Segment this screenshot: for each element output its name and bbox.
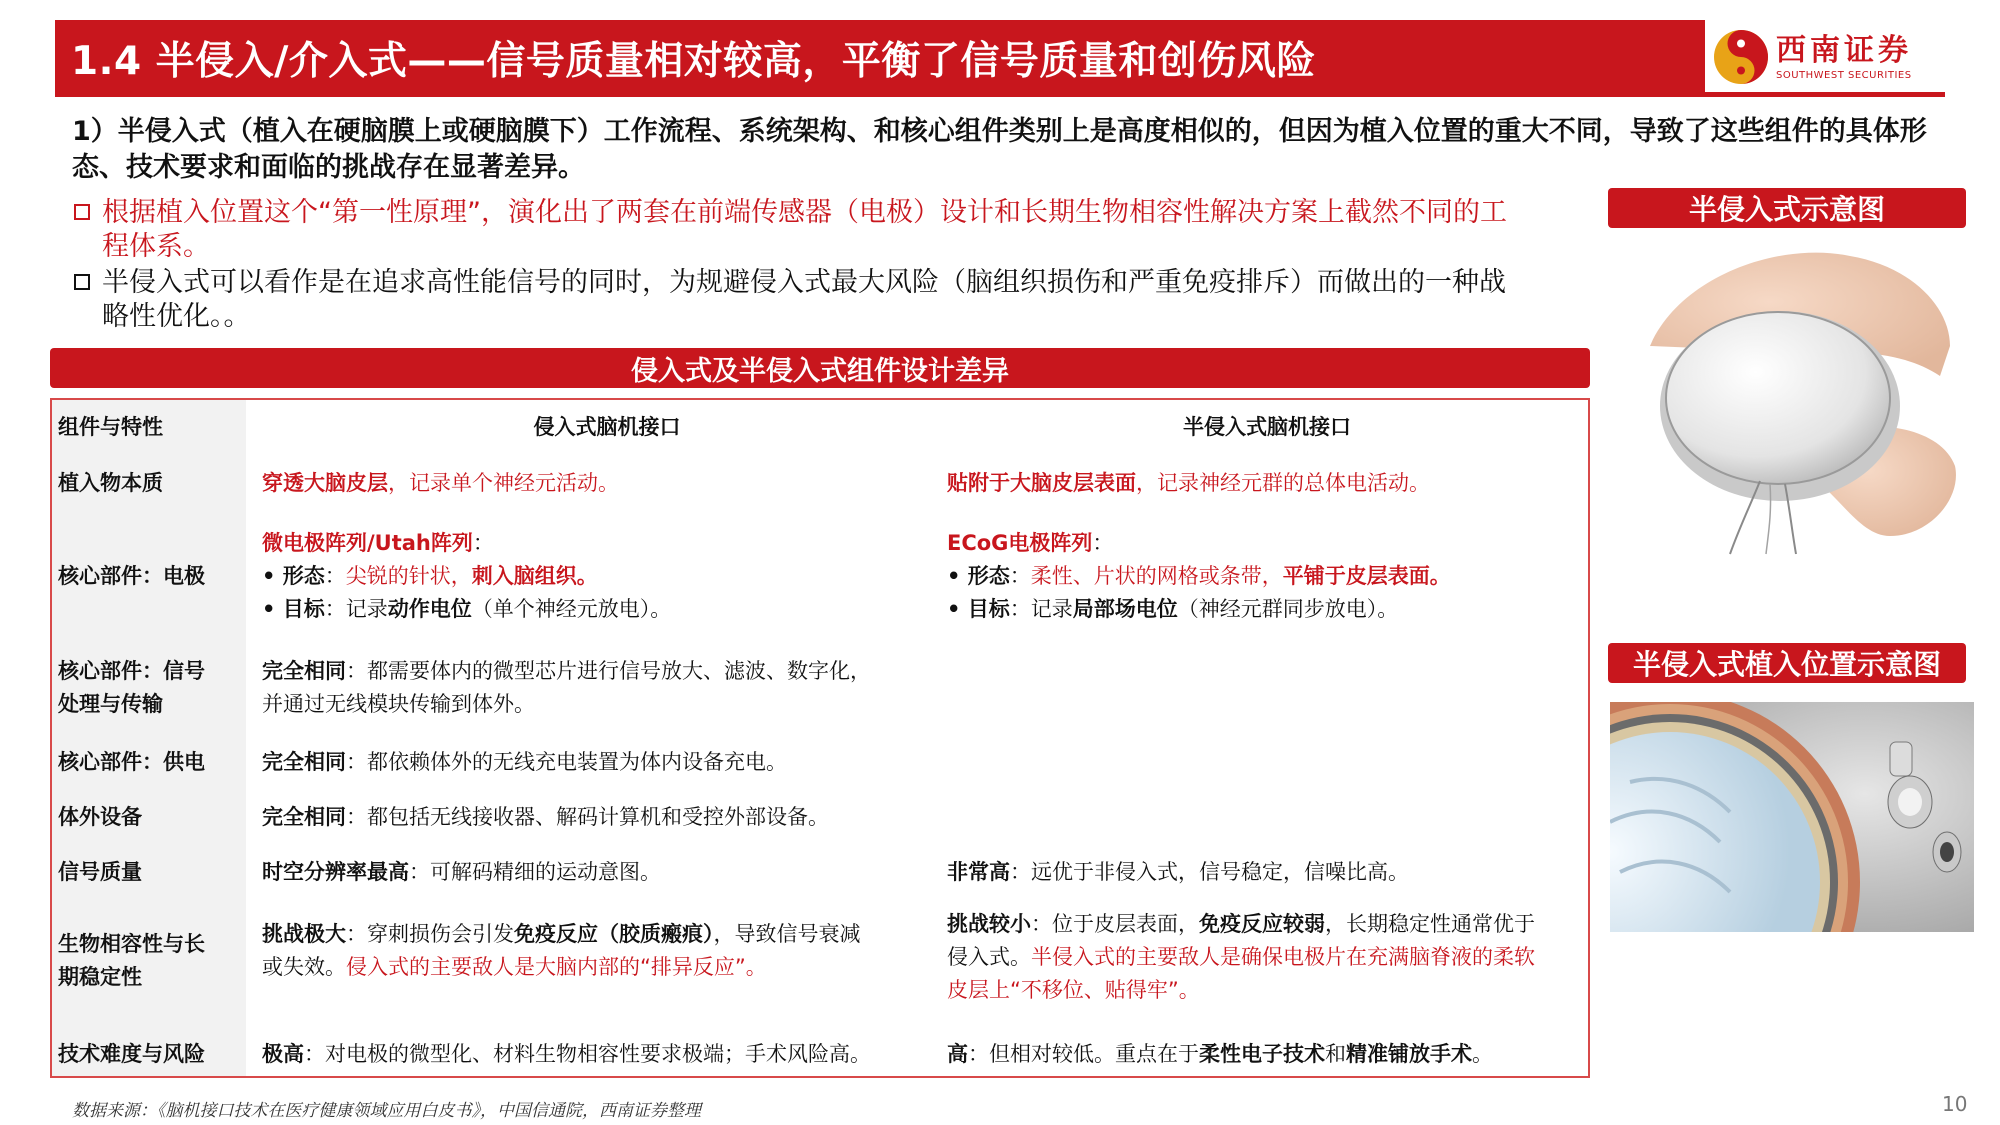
bullet-key: • 目标: [947, 596, 1010, 621]
table-row: [52, 908, 1588, 1014]
cell-text: ：: [324, 563, 346, 588]
table-row: [52, 742, 1588, 782]
title-underline: [55, 92, 1945, 97]
cell-text: ：都需要体内的微型芯片进行信号放大、滤波、数字化，: [346, 659, 871, 683]
bullet-key: • 形态: [947, 563, 1010, 588]
cell-text: ：: [1092, 530, 1114, 555]
cell-text: ：记录: [324, 596, 388, 621]
bullet-item: [72, 196, 1512, 264]
row-label-line: 核心部件：信号: [58, 659, 205, 683]
device-photo: [1610, 236, 1966, 556]
cell-text: ：但相对较低。重点在于: [968, 1041, 1199, 1066]
row-label: 核心部件：供电: [58, 749, 205, 774]
header-label: 组件与特性: [58, 414, 163, 439]
cell-text: ，长期稳定性通常优于: [1325, 912, 1535, 936]
implant-position-photo: [1610, 702, 1974, 932]
page-title: [55, 20, 1705, 96]
highlight-text: 刺入脑组织。: [471, 563, 598, 588]
cell-text: 。: [1472, 1041, 1493, 1066]
cell-text: ，记录单个神经元活动。: [388, 470, 619, 495]
row-label: 植入物本质: [58, 470, 163, 495]
row-label: 信号质量: [58, 859, 142, 884]
bullet-item: [72, 266, 1512, 334]
electrode-title: 微电极阵列/Utah阵列: [262, 530, 473, 555]
table-row: [52, 1034, 1588, 1074]
cell-text: ：远优于非侵入式，信号稳定，信噪比高。: [1010, 859, 1409, 884]
bullet-key: • 目标: [262, 596, 325, 621]
bold-text: 免疫反应（胶质瘢痕）: [514, 922, 714, 946]
cell-text: ，记录神经元群的总体电活动。: [1136, 470, 1430, 495]
highlight-text: 平铺于皮层表面。: [1282, 563, 1451, 588]
cell-text: ：穿刺损伤会引发: [346, 922, 514, 946]
row-label: 体外设备: [58, 804, 142, 829]
header-invasive: 侵入式脑机接口: [533, 414, 681, 439]
table-row: [52, 462, 1588, 504]
cell-text: ，导致信号衰减: [713, 922, 861, 946]
company-logo: [1712, 22, 1942, 92]
cell-text: （单个神经元放电）。: [471, 596, 672, 621]
logo-text-cn: 西南证券: [1776, 32, 1912, 68]
highlight-text: 皮层上“不移位、贴得牢”。: [947, 978, 1200, 1002]
table-row: [52, 652, 1588, 724]
cell-text: 或失效。: [262, 955, 346, 979]
cell-invasive: [262, 527, 952, 626]
page-title-text: 1.4 半侵入/介入式——信号质量相对较高，平衡了信号质量和创伤风险: [71, 39, 1316, 84]
cell-text: 并通过无线模块传输到体外。: [262, 692, 535, 716]
bold-text: 免疫反应较弱: [1199, 912, 1325, 936]
row-label: [52, 655, 246, 721]
bold-text: 极高: [262, 1041, 304, 1066]
bold-text: 柔性电子技术: [1199, 1041, 1325, 1066]
data-source: 数据来源：《脑机接口技术在医疗健康领域应用白皮书》，中国信通院，西南证券整理: [72, 1101, 701, 1121]
cell-invasive: [262, 856, 952, 889]
bold-text: 完全相同: [262, 749, 346, 774]
bold-text: 精准铺放手术: [1346, 1041, 1472, 1066]
cell-text: ：可解码精细的运动意图。: [409, 859, 661, 884]
cell-text: ：都包括无线接收器、解码计算机和受控外部设备。: [346, 804, 829, 829]
cell-shared: [262, 746, 1162, 779]
cell-invasive: [262, 467, 952, 500]
checkbox-bullet-icon: [74, 274, 90, 290]
bullet-text: 根据植入位置这个“第一性原理”，演化出了两套在前端传感器（电极）设计和长期生物相容性解决方案上截然不同的工程体系。: [102, 197, 1507, 262]
bold-text: 非常高: [947, 859, 1010, 884]
cell-text: ：都依赖体外的无线充电装置为体内设备充电。: [346, 749, 787, 774]
bold-text: 挑战较小: [947, 912, 1031, 936]
cell-semi-invasive: [947, 467, 1587, 500]
bullet-list: [72, 196, 1512, 336]
checkbox-bullet-icon: [74, 204, 90, 220]
table-row: [52, 852, 1588, 892]
table-title: [50, 348, 1590, 388]
cell-text: 柔性、片状的网格或条带，: [1030, 563, 1283, 588]
table-row: [52, 518, 1588, 634]
electrode-title: ECoG电极阵列: [947, 530, 1093, 555]
bold-text: 高: [947, 1041, 968, 1066]
cell-text: ：记录: [1009, 596, 1073, 621]
cell-text: ：对电极的微型化、材料生物相容性要求极端；手术风险高。: [304, 1041, 871, 1066]
cell-shared: [262, 655, 982, 721]
cell-semi-invasive: [947, 527, 1587, 626]
brain-implant-illustration-icon: [1610, 702, 1974, 932]
cell-invasive: [262, 1038, 952, 1071]
row-label: [52, 928, 246, 994]
intro-paragraph: 1）半侵入式（植入在硬脑膜上或硬脑膜下）工作流程、系统架构、和核心组件类别上是高度相似的，但因为植入位置的重大不同，导致了这些组件的具体形态、技术要求和面临的挑战存在显著差异。: [72, 116, 1927, 183]
highlight-text: 侵入式的主要敌人是大脑内部的“排异反应”。: [346, 955, 767, 979]
image1-label-text: 半侵入式示意图: [1688, 193, 1885, 226]
cell-text: 和: [1325, 1041, 1346, 1066]
cell-semi-invasive: [947, 1038, 1587, 1071]
cell-semi-invasive: [947, 908, 1587, 1007]
row-label: 技术难度与风险: [58, 1041, 205, 1066]
bold-text: 动作电位: [387, 596, 472, 621]
row-label: 核心部件：电极: [58, 563, 205, 588]
image2-label: [1608, 643, 1966, 683]
device-illustration-icon: [1610, 236, 1966, 556]
bold-text: 局部场电位: [1072, 596, 1178, 621]
cell-text: 尖锐的针状，: [345, 563, 472, 588]
cell-text: ：: [1009, 563, 1031, 588]
header-semi-invasive: 半侵入式脑机接口: [1183, 414, 1351, 439]
bold-text: 时空分辨率最高: [262, 859, 409, 884]
bullet-key: • 形态: [262, 563, 325, 588]
row-label-line: 期稳定性: [58, 965, 142, 989]
cell-invasive: [262, 918, 952, 984]
highlight-text: 穿透大脑皮层: [262, 470, 388, 495]
row-label-line: 生物相容性与长: [58, 932, 205, 956]
cell-semi-invasive: [947, 856, 1587, 889]
highlight-text: 贴附于大脑皮层表面: [947, 470, 1136, 495]
bold-text: 挑战极大: [262, 922, 346, 946]
logo-emblem-icon: [1712, 28, 1770, 86]
cell-text: 侵入式。: [947, 945, 1031, 969]
table-title-text: 侵入式及半侵入式组件设计差异: [631, 355, 1009, 387]
bold-text: 完全相同: [262, 659, 346, 683]
cell-text: ：位于皮层表面，: [1031, 912, 1199, 936]
cell-shared: [262, 801, 1162, 834]
logo-text-en: SOUTHWEST SECURITIES: [1776, 69, 1912, 81]
highlight-text: 半侵入式的主要敌人是确保电极片在充满脑脊液的柔软: [1031, 945, 1535, 969]
table-row: [52, 797, 1588, 837]
row-label-line: 处理与传输: [58, 692, 163, 716]
image2-label-text: 半侵入式植入位置示意图: [1632, 648, 1941, 681]
page-number: 10: [1942, 1092, 1968, 1116]
bold-text: 完全相同: [262, 804, 346, 829]
image1-label: [1608, 188, 1966, 228]
cell-text: ：: [472, 530, 494, 555]
bullet-text: 半侵入式可以看作是在追求高性能信号的同时，为规避侵入式最大风险（脑组织损伤和严重免疫排斥）而做出的一种战略性优化。。: [102, 267, 1506, 332]
table-header-row: [52, 404, 1588, 450]
cell-text: （神经元群同步放电）。: [1177, 596, 1399, 621]
